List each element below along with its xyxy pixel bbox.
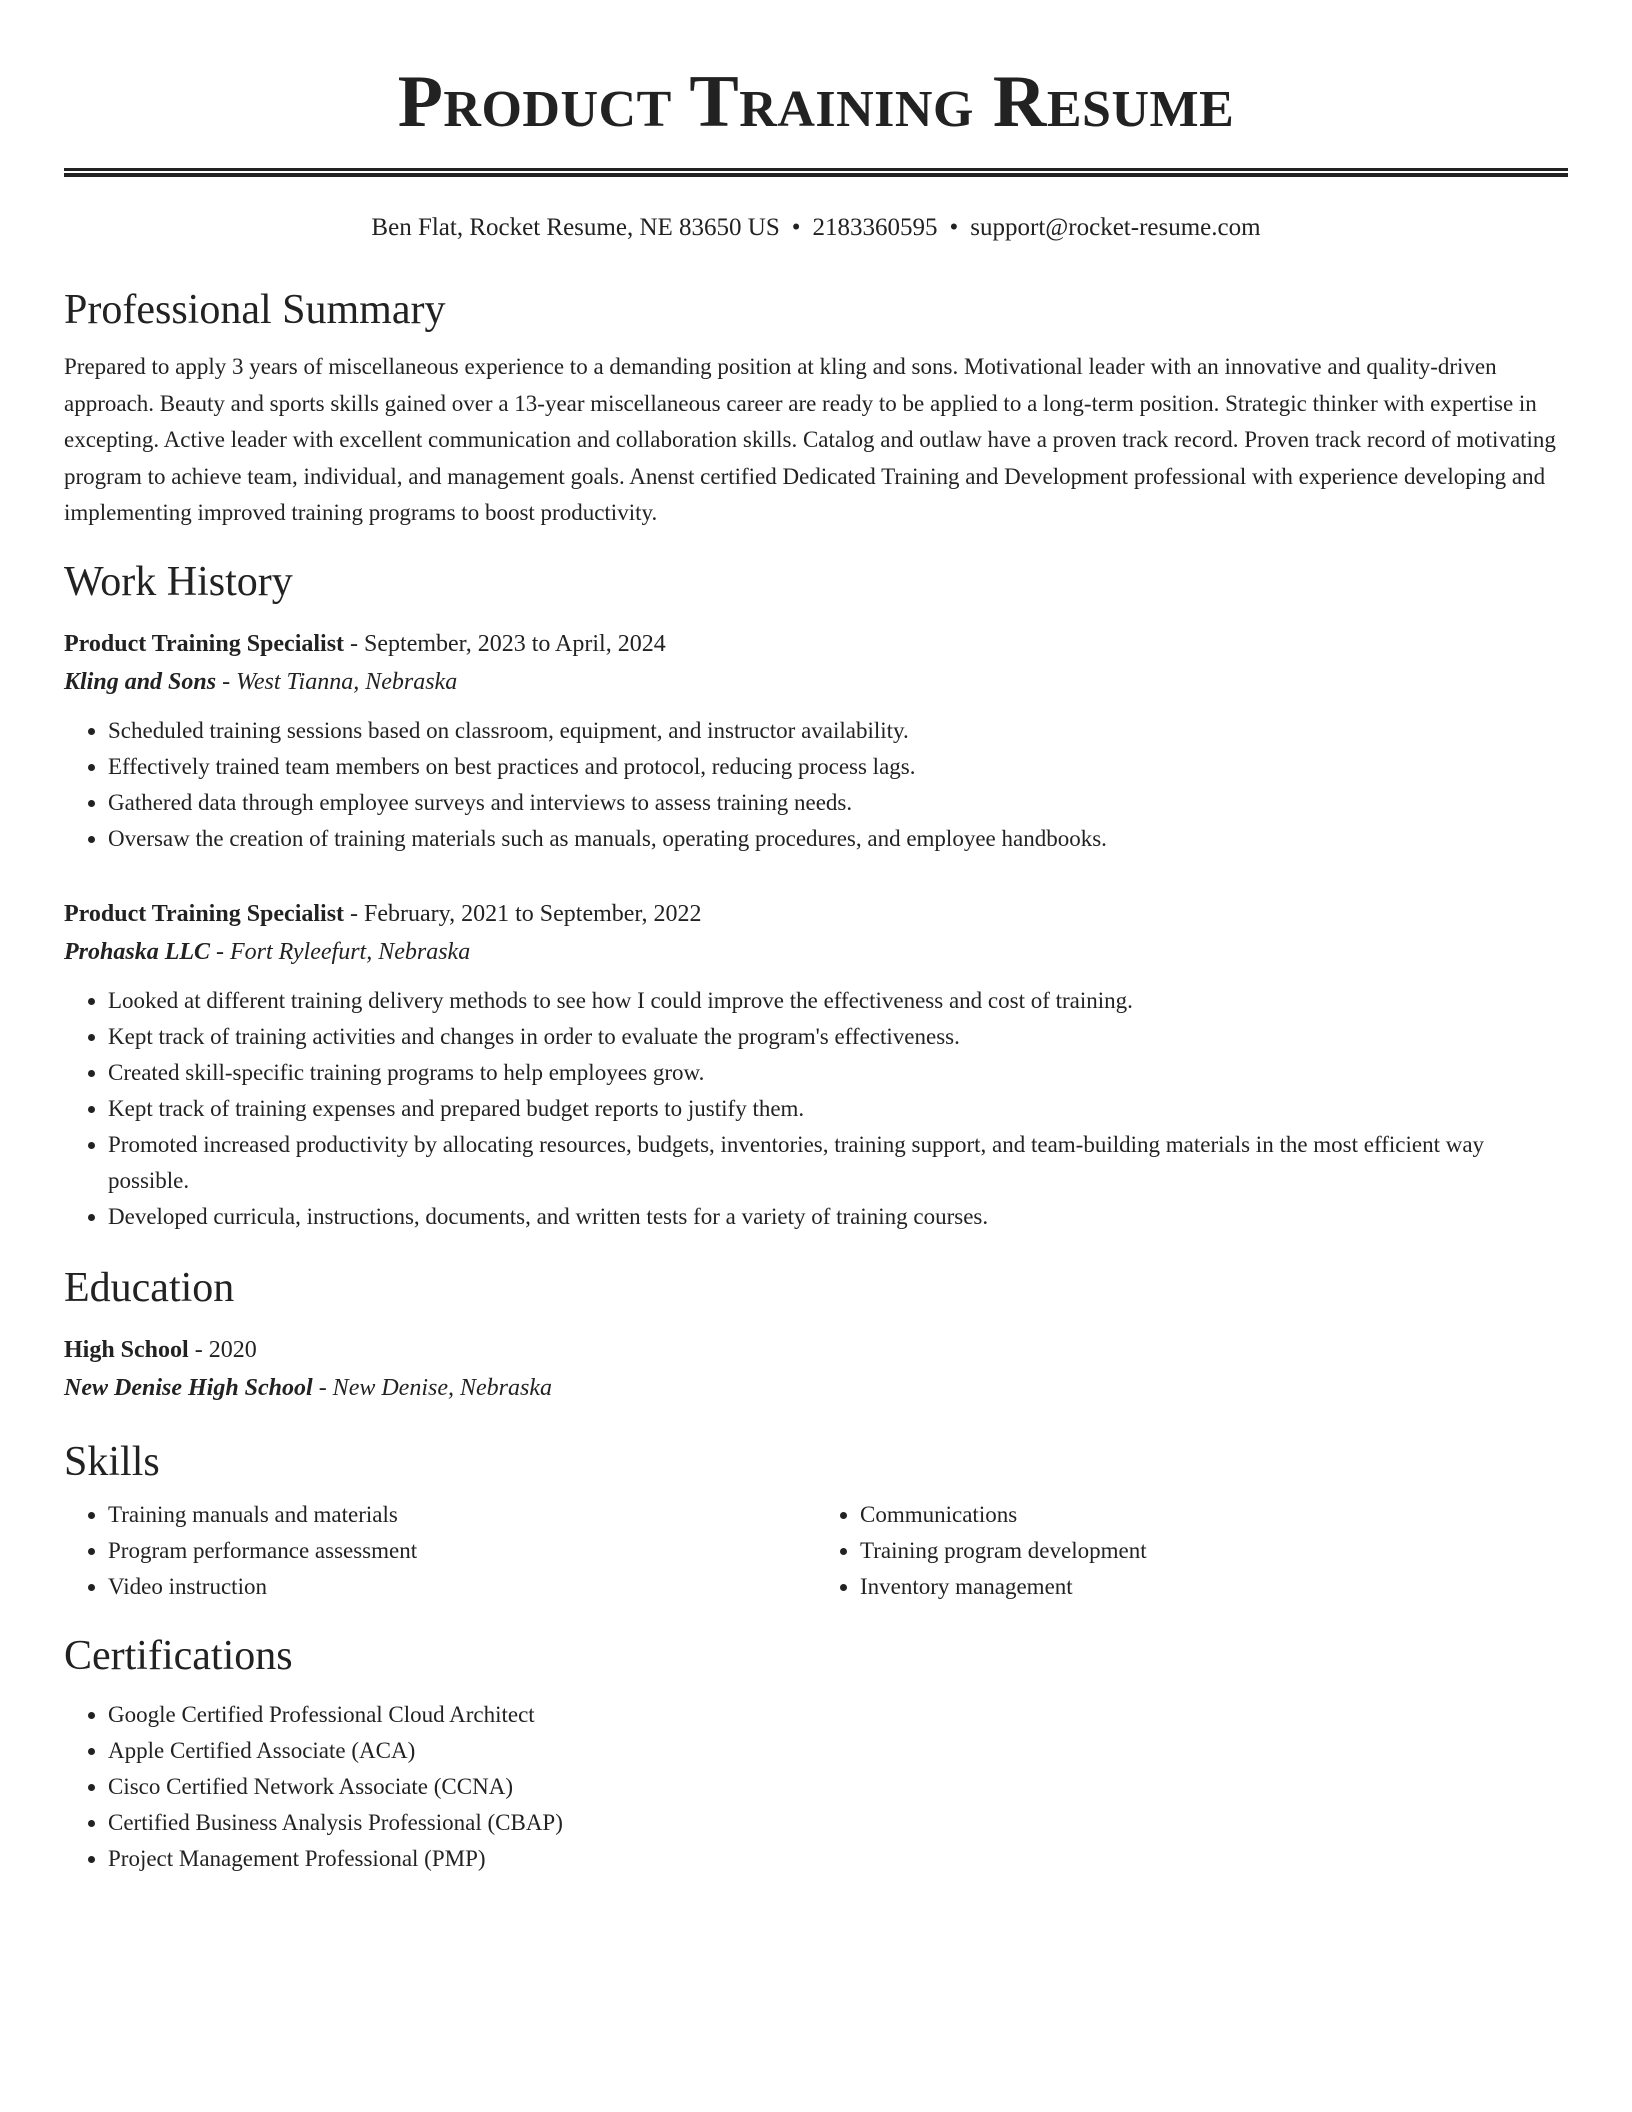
skills-heading: Skills: [64, 1438, 160, 1485]
list-item: • Video instruction: [108, 1569, 816, 1605]
list-item: • Oversaw the creation of training materials such as manuals, operating procedures, and employee handbooks.: [108, 821, 1568, 857]
job-company: Prohaska LLC: [64, 938, 211, 965]
list-item: • Project Management Professional (PMP): [108, 1841, 1568, 1877]
list-item: • Google Certified Professional Cloud Architect: [108, 1697, 1568, 1733]
list-item: • Communications: [860, 1497, 1568, 1533]
job-location: - West Tianna, Nebraska: [216, 668, 458, 695]
list-item: • Apple Certified Associate (ACA): [108, 1733, 1568, 1769]
certifications-heading: Certifications: [64, 1632, 293, 1679]
skills-list-right: [816, 1497, 1568, 1605]
education-degree-line: [64, 1331, 1568, 1369]
contact-separator: •: [791, 214, 801, 241]
education-school-line: [64, 1369, 1568, 1407]
summary-text: Prepared to apply 3 years of miscellaneous experience to a demanding position at kling and sons. Motivational leader with an innovative and quality-driven approach. Beauty and sports skills gained over a 13-year miscellaneous career are ready to be applied to a long-term position. Strategic thinker with expertise in excepting. Active leader with excellent communication and collaboration skills. Catalog and outlaw have a proven track record. Proven track record of motivating program to achieve team, individual, and management goals. Anenst certified Dedicated Training and Development professional with experience developing and implementing improved training programs to boost productivity.: [64, 354, 1556, 525]
skills-columns: [64, 1497, 1568, 1605]
title-divider: [64, 168, 1568, 177]
job-entry: [64, 625, 1568, 857]
job-company-line: [64, 933, 1568, 971]
list-item: • Certified Business Analysis Professional (CBAP): [108, 1805, 1568, 1841]
contact-address: Ben Flat, Rocket Resume, NE 83650 US: [371, 214, 780, 241]
job-role: Product Training Specialist: [64, 900, 345, 927]
list-item: • Developed curricula, instructions, documents, and written tests for a variety of training courses.: [108, 1199, 1568, 1235]
list-item: • Scheduled training sessions based on classroom, equipment, and instructor availability.: [108, 713, 1568, 749]
job-dates: - September, 2023 to April, 2024: [344, 630, 666, 657]
job-dates: - February, 2021 to September, 2022: [344, 900, 702, 927]
education-year: - 2020: [188, 1336, 257, 1363]
job-company: Kling and Sons: [64, 668, 217, 695]
skills-list-left: [64, 1497, 816, 1605]
education-location: - New Denise, Nebraska: [312, 1374, 552, 1401]
job-entry: [64, 895, 1568, 1235]
job-location: - Fort Ryleefurt, Nebraska: [210, 938, 471, 965]
list-item: • Training program development: [860, 1533, 1568, 1569]
list-item: • Looked at different training delivery methods to see how I could improve the effectiveness and cost of training.: [108, 983, 1568, 1019]
education-degree: High School: [64, 1336, 189, 1363]
job-duties-list: [64, 983, 1568, 1235]
contact-email[interactable]: support@rocket-resume.com: [970, 214, 1261, 241]
list-item: • Gathered data through employee surveys and interviews to assess training needs.: [108, 785, 1568, 821]
list-item: • Cisco Certified Network Associate (CCNA): [108, 1769, 1568, 1805]
job-company-line: [64, 663, 1568, 701]
summary-heading: Professional Summary: [64, 287, 446, 333]
list-item: • Kept track of training activities and changes in order to evaluate the program's effectiveness.: [108, 1019, 1568, 1055]
resume-title: Product Training Resume: [397, 61, 1235, 143]
list-item: • Kept track of training expenses and prepared budget reports to justify them.: [108, 1091, 1568, 1127]
contact-phone: 2183360595: [812, 214, 938, 241]
education-heading: Education: [64, 1264, 235, 1311]
work-history-heading: Work History: [64, 558, 293, 605]
job-title-line: [64, 895, 1568, 933]
job-title-line: [64, 625, 1568, 663]
list-item: • Program performance assessment: [108, 1533, 816, 1569]
education-entry: [64, 1331, 1568, 1407]
job-role: Product Training Specialist: [64, 630, 345, 657]
job-duties-list: [64, 713, 1568, 857]
list-item: • Inventory management: [860, 1569, 1568, 1605]
list-item: • Effectively trained team members on best practices and protocol, reducing process lags.: [108, 749, 1568, 785]
education-school: New Denise High School: [64, 1374, 313, 1401]
list-item: • Promoted increased productivity by allocating resources, budgets, inventories, training support, and team-building materials in the most efficient way possible.: [108, 1127, 1568, 1199]
contact-line: [64, 213, 1568, 243]
contact-separator: •: [949, 214, 959, 241]
list-item: • Training manuals and materials: [108, 1497, 816, 1533]
certifications-list: [64, 1697, 1568, 1877]
list-item: • Created skill-specific training programs to help employees grow.: [108, 1055, 1568, 1091]
